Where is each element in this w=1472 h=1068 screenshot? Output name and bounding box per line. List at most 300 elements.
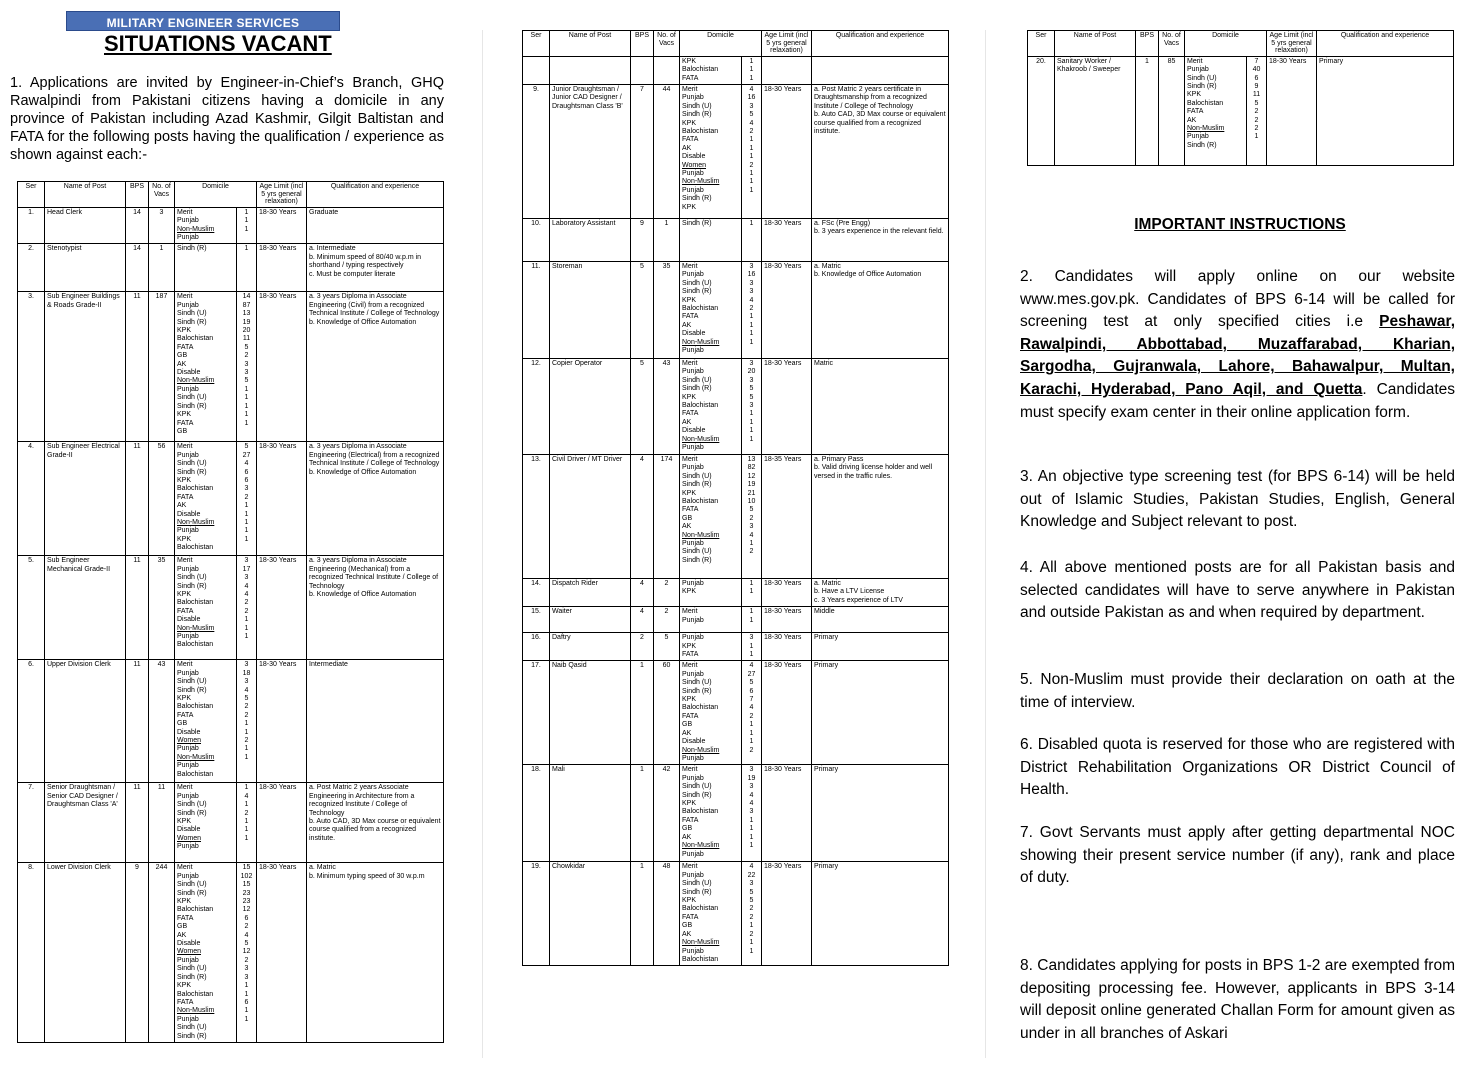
- domicile-count: 1: [244, 394, 249, 402]
- domicile-label: FATA: [682, 712, 699, 720]
- table-row: [18, 783, 444, 863]
- ser-cell: 7.: [18, 783, 45, 863]
- domicile-count: 4: [749, 863, 754, 871]
- header-name: Name of Post: [550, 31, 631, 57]
- qualification-cell: [812, 85, 949, 219]
- domicile-count: 4: [244, 582, 249, 590]
- domicile-label: Merit: [177, 784, 193, 792]
- domicile-label: FATA: [682, 136, 699, 144]
- domicile-count-cell: [742, 219, 762, 262]
- domicile-label: Punjab: [682, 850, 704, 858]
- domicile-count: 1: [749, 330, 754, 338]
- domicile-count-cell: [742, 455, 762, 579]
- post-name-cell: Junior Draughtsman / Junior CAD Designer / Draughtsman Class 'B': [550, 85, 631, 219]
- domicile-cell: [680, 607, 742, 633]
- vacancy-table-3: [1027, 30, 1454, 166]
- domicile-label: Merit: [1187, 57, 1203, 65]
- domicile-count: 3: [749, 783, 754, 791]
- domicile-count: 1: [749, 136, 754, 144]
- domicile-count: 1: [749, 220, 754, 227]
- qualification-line: b. 3 years experience in the relevant field.: [814, 228, 944, 236]
- domicile-label: Disable: [682, 330, 706, 338]
- domicile-count: 40: [1252, 66, 1261, 74]
- domicile-count: 1: [749, 418, 754, 426]
- domicile-label: KPK: [682, 57, 697, 65]
- qualification-cell: [812, 455, 949, 579]
- domicile-label: Sindh (R): [682, 195, 712, 203]
- bps-cell: 9: [631, 219, 654, 262]
- domicile-label: KPK: [177, 695, 192, 703]
- domicile-label: Punjab: [682, 347, 704, 355]
- domicile-label: FATA: [177, 493, 194, 501]
- domicile-label: Punjab: [177, 451, 199, 459]
- header-domicile: Domicile: [680, 31, 762, 57]
- table-row: [523, 219, 949, 262]
- domicile-label: Balochistan: [682, 704, 719, 712]
- bps-cell: 1: [631, 661, 654, 765]
- post-name-cell: Sanitary Worker / Khakroob / Sweeper: [1055, 56, 1136, 165]
- domicile-count: 1: [244, 834, 249, 842]
- domicile-label: Merit: [177, 293, 193, 301]
- column-divider: [482, 30, 483, 1058]
- age-limit-cell: 18-30 Years: [762, 661, 812, 765]
- domicile-cell: [175, 292, 237, 442]
- domicile-label: Women: [177, 948, 201, 956]
- instruction-4: 4. All above mentioned posts are for all Pakistan basis and selected candidates will have to serve anywhere in Pakistan and outside Pakistan as and when required by department.: [1020, 559, 1455, 622]
- domicile-label: Punjab: [177, 1015, 199, 1023]
- qualification-cell: [812, 661, 949, 765]
- domicile-label: Punjab: [177, 527, 199, 535]
- qualification-line: Matric: [814, 360, 834, 367]
- domicile-label: Non-Muslim: [682, 746, 720, 754]
- domicile-count: 1: [749, 410, 754, 418]
- domicile-count-cell: [237, 660, 257, 783]
- domicile-count: 4: [749, 86, 754, 93]
- table-row: [523, 262, 949, 359]
- domicile-count: 1: [749, 816, 754, 824]
- qualification-cell: [812, 359, 949, 455]
- bps-cell: 1: [631, 765, 654, 862]
- domicile-count: 1: [749, 729, 754, 737]
- domicile-count: 1: [749, 74, 754, 82]
- ser-cell: 10.: [523, 219, 550, 262]
- domicile-label: Punjab: [177, 762, 199, 770]
- domicile-count: 3: [749, 523, 754, 531]
- domicile-count: 1: [244, 245, 249, 253]
- ser-cell: 16.: [523, 633, 550, 661]
- table-row: [18, 863, 444, 1043]
- domicile-count: 7: [1254, 57, 1259, 65]
- vacancies-cell: 244: [149, 863, 175, 1043]
- age-limit-cell: 18-35 Years: [762, 455, 812, 579]
- domicile-label: Sindh (R): [177, 318, 207, 326]
- bps-cell: 4: [631, 579, 654, 607]
- domicile-count: 16: [747, 94, 756, 102]
- domicile-label: Punjab: [682, 186, 704, 194]
- domicile-cell: [680, 765, 742, 862]
- domicile-label: Punjab: [682, 616, 704, 624]
- domicile-count: 27: [747, 670, 756, 678]
- domicile-label: Sindh (R): [177, 809, 207, 817]
- domicile-count: 6: [244, 914, 249, 922]
- post-name-cell: Laboratory Assistant: [550, 219, 631, 262]
- domicile-cell: [680, 455, 742, 579]
- ser-cell: 12.: [523, 359, 550, 455]
- domicile-cell: [175, 783, 237, 863]
- domicile-label: Disable: [177, 940, 201, 948]
- ser-cell: 3.: [18, 292, 45, 442]
- ser-cell: 13.: [523, 455, 550, 579]
- domicile-label: Non-Muslim: [682, 842, 720, 850]
- header-qualification: Qualification and experience: [1317, 31, 1454, 57]
- domicile-cell: [175, 863, 237, 1043]
- domicile-count: 2: [749, 930, 754, 938]
- domicile-count: 23: [242, 889, 251, 897]
- domicile-count: 1: [244, 784, 249, 792]
- domicile-label: Sindh (R): [177, 973, 207, 981]
- domicile-label: Sindh (R): [682, 220, 712, 227]
- header-vacs: No. of Vacs: [149, 182, 175, 208]
- vacancies-cell: 42: [654, 765, 680, 862]
- page-title: SITUATIONS VACANT: [104, 31, 332, 56]
- header-age: Age Limit (incl 5 yrs general relaxation): [1267, 31, 1317, 57]
- domicile-count: 2: [1254, 116, 1259, 124]
- domicile-count: 5: [749, 897, 754, 905]
- table-row: [523, 661, 949, 765]
- domicile-label: Balochistan: [682, 498, 719, 506]
- age-limit-cell: 18-30 Years: [762, 359, 812, 455]
- vacancies-cell: 43: [149, 660, 175, 783]
- domicile-count: 3: [749, 279, 754, 287]
- domicile-label: Punjab: [177, 633, 199, 641]
- domicile-label: Balochistan: [177, 335, 214, 343]
- qualification-cell: [307, 207, 444, 244]
- post-name-cell: Sub Engineer Buildings & Roads Grade-II: [45, 292, 126, 442]
- domicile-count: 5: [1254, 99, 1259, 107]
- domicile-label: AK: [682, 523, 692, 531]
- domicile-label: Sindh (R): [682, 385, 712, 393]
- domicile-count: 1: [244, 624, 249, 632]
- domicile-count: 1: [244, 1015, 249, 1023]
- domicile-count: 2: [749, 161, 754, 169]
- domicile-count: 2: [244, 703, 249, 711]
- domicile-count: 1: [244, 402, 249, 410]
- domicile-count: 1: [749, 427, 754, 435]
- domicile-cell: [1185, 56, 1247, 165]
- domicile-label: Punjab: [682, 670, 704, 678]
- domicile-count: 4: [244, 686, 249, 694]
- domicile-count: 3: [244, 661, 249, 669]
- qualification-cell: [812, 262, 949, 359]
- domicile-count: 1: [244, 527, 249, 535]
- domicile-count: 2: [749, 746, 754, 754]
- qualification-line: a. FSc (Pre Engg): [814, 220, 871, 227]
- post-name-cell: Stenotypist: [45, 244, 126, 292]
- qualification-cell: [812, 765, 949, 862]
- domicile-label: Women: [177, 834, 201, 842]
- domicile-count-cell: [237, 207, 257, 244]
- vacancies-cell: 56: [149, 442, 175, 556]
- domicile-label: Sindh (U): [682, 679, 712, 687]
- domicile-count-cell: [742, 607, 762, 633]
- domicile-count: 82: [747, 464, 756, 472]
- domicile-count: 5: [244, 940, 249, 948]
- post-name-cell: Storeman: [550, 262, 631, 359]
- bps-cell: 2: [631, 633, 654, 661]
- domicile-label: Sindh (U): [177, 801, 207, 809]
- empty-cell: [654, 56, 680, 84]
- qualification-line: b. Knowledge of Office Automation: [309, 591, 417, 599]
- empty-cell: [550, 56, 631, 84]
- bps-cell: 11: [126, 783, 149, 863]
- qualification-line: Primary: [814, 766, 839, 774]
- table-row: [523, 633, 949, 661]
- domicile-label: Merit: [177, 443, 193, 451]
- age-limit-cell: 18-30 Years: [257, 292, 307, 442]
- header-domicile: Domicile: [1185, 31, 1267, 57]
- qualification-line: a. Post Matric 2 years Associate Engineering in Architecture from a recognized Institute / College of Technology: [309, 784, 415, 817]
- empty-cell: [812, 56, 949, 84]
- domicile-count-cell: [742, 862, 762, 966]
- domicile-count: 6: [244, 998, 249, 1006]
- domicile-label: AK: [682, 833, 692, 841]
- domicile-label: Non-Muslim: [682, 435, 720, 443]
- table-row: [523, 455, 949, 579]
- domicile-count: 3: [244, 973, 249, 981]
- domicile-count: 2: [244, 956, 249, 964]
- qualification-line: b. Minimum speed of 80/40 w.p.m in shorthand / typing respectively: [309, 253, 422, 270]
- age-limit-cell: 18-30 Years: [762, 579, 812, 607]
- domicile-cell: [175, 660, 237, 783]
- domicile-count: 11: [1252, 91, 1261, 99]
- post-name-cell: Civil Driver / MT Driver: [550, 455, 631, 579]
- domicile-count: 1: [244, 1007, 249, 1015]
- domicile-label: GB: [682, 825, 693, 833]
- domicile-count: 5: [244, 377, 249, 385]
- domicile-count: 19: [747, 481, 756, 489]
- domicile-count: 2: [244, 493, 249, 501]
- domicile-label: Punjab: [177, 565, 199, 573]
- instruction-7: 7. Govt Servants must apply after getting departmental NOC showing their present service number (if any), rank and place of duty.: [1020, 824, 1455, 887]
- ser-cell: 14.: [523, 579, 550, 607]
- domicile-label: Sindh (R): [682, 791, 712, 799]
- domicile-label: Merit: [682, 86, 698, 93]
- domicile-count: 1: [749, 321, 754, 329]
- ser-cell: 8.: [18, 863, 45, 1043]
- domicile-label: KPK: [682, 296, 697, 304]
- ser-cell: 2.: [18, 244, 45, 292]
- domicile-label: Punjab: [682, 754, 704, 762]
- age-limit-cell: 18-30 Years: [762, 607, 812, 633]
- domicile-count: 2: [749, 712, 754, 720]
- domicile-count-cell: [742, 262, 762, 359]
- instruction-5: 5. Non-Muslim must provide their declaration on oath at the time of interview.: [1020, 671, 1455, 711]
- qualification-line: b. Auto CAD, 3D Max course or equivalent course qualified from a recognized institute.: [309, 818, 441, 842]
- domicile-count: 2: [244, 923, 249, 931]
- bps-cell: 1: [1136, 56, 1159, 165]
- post-name-cell: Lower Division Clerk: [45, 863, 126, 1043]
- domicile-label: FATA: [177, 419, 194, 427]
- domicile-count: 23: [242, 898, 251, 906]
- qualification-line: a. Matric: [814, 263, 841, 270]
- ser-cell: 17.: [523, 661, 550, 765]
- table-row: [18, 244, 444, 292]
- domicile-count: 2: [749, 905, 754, 913]
- domicile-label: Sindh (U): [177, 678, 207, 686]
- table-row: [523, 765, 949, 862]
- domicile-count: 6: [1254, 74, 1259, 82]
- domicile-count: 1: [749, 186, 754, 194]
- vacancies-cell: 2: [654, 607, 680, 633]
- domicile-count: 18: [242, 669, 251, 677]
- domicile-label: Punjab: [682, 368, 704, 376]
- domicile-count: 20: [242, 327, 251, 335]
- domicile-count-cell: [237, 863, 257, 1043]
- ser-cell: 11.: [523, 262, 550, 359]
- domicile-label: Balochistan: [177, 770, 214, 778]
- domicile-label: FATA: [177, 607, 194, 615]
- domicile-label: KPK: [1187, 91, 1202, 99]
- domicile-count: 4: [749, 296, 754, 304]
- domicile-count: 1: [749, 435, 754, 443]
- domicile-label: FATA: [682, 410, 699, 418]
- vacancies-cell: 11: [149, 783, 175, 863]
- domicile-label: GB: [177, 923, 188, 931]
- domicile-label: Balochistan: [682, 66, 719, 74]
- domicile-label: Sindh (R): [682, 481, 712, 489]
- qualification-line: b. Minimum typing speed of 30 w.p.m: [309, 872, 425, 880]
- domicile-count: 6: [749, 687, 754, 695]
- domicile-label: Sindh (R): [177, 889, 207, 897]
- domicile-label: FATA: [177, 914, 194, 922]
- domicile-count: 5: [244, 343, 249, 351]
- domicile-label: KPK: [177, 535, 192, 543]
- domicile-cell: [175, 442, 237, 556]
- vacancies-cell: 2: [654, 579, 680, 607]
- domicile-count: 3: [244, 678, 249, 686]
- bps-cell: 4: [631, 607, 654, 633]
- domicile-count-cell: [742, 359, 762, 455]
- domicile-label: Punjab: [1187, 66, 1209, 74]
- domicile-label: Balochistan: [177, 990, 214, 998]
- domicile-cell: [680, 359, 742, 455]
- domicile-label: KPK: [682, 800, 697, 808]
- domicile-count: 3: [749, 288, 754, 296]
- domicile-label: Balochistan: [177, 641, 214, 649]
- domicile-count: 14: [242, 293, 251, 301]
- domicile-cell: [680, 633, 742, 661]
- domicile-count: 1: [244, 208, 249, 216]
- domicile-label: Sindh (R): [682, 111, 712, 119]
- table-row: [18, 556, 444, 660]
- domicile-label: Punjab: [177, 956, 199, 964]
- domicile-count: 5: [749, 506, 754, 514]
- column-divider: [985, 30, 986, 1058]
- domicile-count: 1: [244, 225, 249, 233]
- continuation-row: [523, 56, 949, 84]
- domicile-label: Punjab: [682, 540, 704, 548]
- domicile-label: Non-Muslim: [177, 624, 215, 632]
- domicile-count: 1: [244, 510, 249, 518]
- domicile-label: Punjab: [177, 234, 199, 241]
- age-limit-cell: 18-30 Years: [257, 783, 307, 863]
- domicile-label: Punjab: [682, 444, 704, 452]
- table-row: [18, 292, 444, 442]
- post-name-cell: Head Clerk: [45, 207, 126, 244]
- domicile-label: Punjab: [177, 872, 199, 880]
- domicile-count: 4: [749, 119, 754, 127]
- qualification-line: Middle: [814, 608, 835, 616]
- domicile-label: Disable: [177, 826, 201, 834]
- vacancies-cell: 85: [1159, 56, 1185, 165]
- domicile-count-cell: [237, 442, 257, 556]
- domicile-label: GB: [682, 922, 693, 930]
- domicile-count: 10: [747, 498, 756, 506]
- domicile-label: KPK: [177, 982, 192, 990]
- table-row: [18, 207, 444, 244]
- domicile-count-cell: [742, 56, 762, 84]
- domicile-label: Punjab: [682, 947, 704, 955]
- domicile-count: 1: [244, 753, 249, 761]
- org-banner: MILITARY ENGINEER SERVICES: [66, 11, 340, 31]
- domicile-count: 2: [244, 809, 249, 817]
- table-row: [523, 359, 949, 455]
- qualification-line: b. Valid driving license holder and well versed in the traffic rules.: [814, 464, 933, 480]
- domicile-count-cell: [742, 765, 762, 862]
- domicile-label: Punjab: [177, 745, 199, 753]
- age-limit-cell: 18-30 Years: [762, 85, 812, 219]
- domicile-count: 1: [244, 217, 249, 225]
- domicile-label: Sindh (R): [177, 1032, 207, 1040]
- domicile-label: Sindh (R): [177, 402, 207, 410]
- domicile-count: 1: [749, 616, 754, 624]
- age-limit-cell: 18-30 Years: [1267, 56, 1317, 165]
- domicile-count: 4: [244, 591, 249, 599]
- header-age: Age Limit (incl 5 yrs general relaxation): [762, 31, 812, 57]
- qualification-cell: [812, 607, 949, 633]
- domicile-count: 3: [749, 376, 754, 384]
- domicile-label: KPK: [177, 818, 192, 826]
- domicile-count-cell: [237, 292, 257, 442]
- domicile-label: Punjab: [177, 669, 199, 677]
- qualification-cell: [812, 862, 949, 966]
- domicile-count: 1: [244, 990, 249, 998]
- bps-cell: 9: [126, 863, 149, 1043]
- domicile-label: KPK: [682, 696, 697, 704]
- domicile-label: Non-Muslim: [682, 178, 720, 186]
- domicile-count: 4: [244, 460, 249, 468]
- domicile-label: Sindh (U): [177, 1024, 207, 1032]
- qualification-line: Graduate: [309, 208, 339, 216]
- domicile-count: 1: [244, 519, 249, 527]
- domicile-label: Women: [682, 161, 706, 169]
- domicile-label: KPK: [682, 897, 697, 905]
- domicile-label: KPK: [682, 642, 697, 650]
- domicile-count: 4: [749, 531, 754, 539]
- domicile-label: AK: [682, 729, 692, 737]
- domicile-label: KPK: [177, 327, 192, 335]
- domicile-label: Punjab: [682, 580, 704, 587]
- post-name-cell: Senior Draughtsman / Senior CAD Designer / Draughtsman Class 'A': [45, 783, 126, 863]
- domicile-label: FATA: [177, 998, 194, 1006]
- domicile-label: AK: [1187, 116, 1197, 124]
- domicile-count: 6: [244, 468, 249, 476]
- qualification-line: Primary: [814, 662, 839, 670]
- domicile-label: FATA: [1187, 108, 1204, 116]
- domicile-label: KPK: [682, 203, 697, 211]
- ser-cell: 4.: [18, 442, 45, 556]
- domicile-label: Balochistan: [177, 544, 214, 552]
